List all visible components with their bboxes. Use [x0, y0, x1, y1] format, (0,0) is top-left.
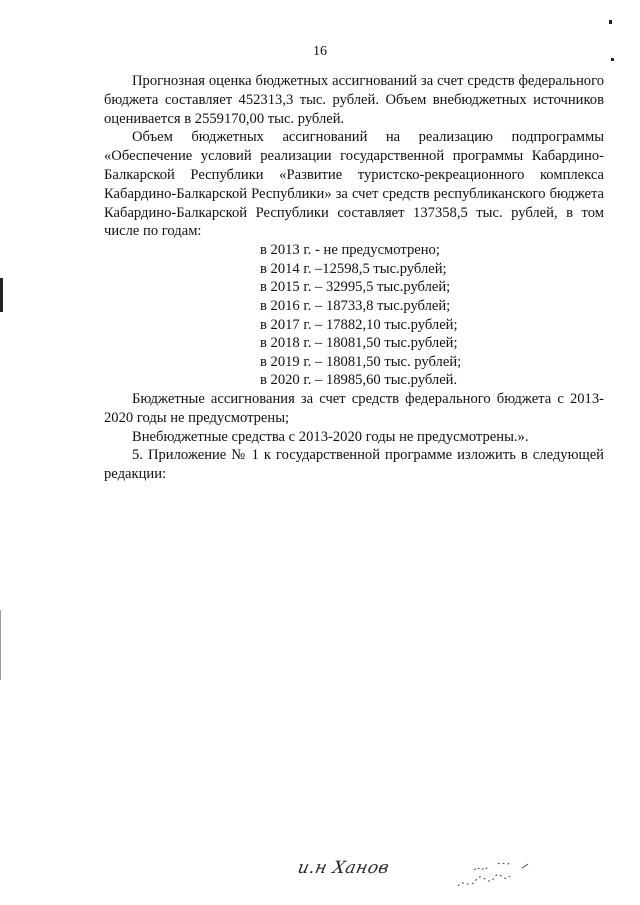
signature-scribble	[295, 858, 548, 898]
scan-edge-mark	[0, 610, 1, 680]
year-item: в 2017 г. – 17882,10 тыс.рублей;	[260, 316, 458, 333]
year-item: в 2016 г. – 18733,8 тыс.рублей;	[260, 297, 451, 314]
year-item: в 2020 г. – 18985,60 тыс.рублей.	[260, 372, 458, 389]
paragraph-federal-budget: Бюджетные ассигнования за счет средств федерального бюджета с 2013-2020 годы не предусмотрены;	[104, 390, 604, 426]
page-number: 16	[313, 44, 327, 59]
paragraph-forecast: Прогнозная оценка бюджетных ассигнований за счет средств федерального бюджета составляет 452313,3 тыс. рублей. Объем внебюджетных источников оценивается в 2559170,00 тыс. рублей.	[104, 73, 604, 127]
scan-edge-mark	[0, 278, 3, 312]
year-item: в 2015 г. – 32995,5 тыс.рублей;	[260, 279, 451, 296]
signature-name: и.н Ханов	[295, 858, 392, 878]
year-item: в 2019 г. – 18081,50 тыс. рублей;	[260, 353, 462, 370]
year-item: в 2014 г. –12598,5 тыс.рублей;	[260, 260, 447, 277]
paragraph-appendix: 5. Приложение № 1 к государственной программе изложить в следующей редакции:	[104, 447, 604, 483]
scan-dot	[609, 20, 612, 24]
paragraph-extrabudgetary: Внебюджетные средства с 2013-2020 годы не предусмотрены.».	[132, 428, 529, 445]
years-list	[104, 241, 604, 390]
paragraph-subprogram-volume: Объем бюджетных ассигнований на реализацию подпрограммы «Обеспечение условий реализации государственной программы Кабардино-Балкарской Республики «Развитие туристско-рекреационного комплекса Кабардино-Балкарской Республики» за счет средств республиканского бюджета Кабардино-Балкарской Республики составляет 137358,5 тыс. рублей, в том числе по годам:	[104, 129, 604, 240]
year-item: в 2018 г. – 18081,50 тыс.рублей;	[260, 335, 458, 352]
document-body	[104, 72, 604, 484]
handwritten-signature	[295, 858, 548, 898]
scan-dot	[611, 58, 614, 61]
year-item: в 2013 г. - не предусмотрено;	[260, 242, 440, 259]
